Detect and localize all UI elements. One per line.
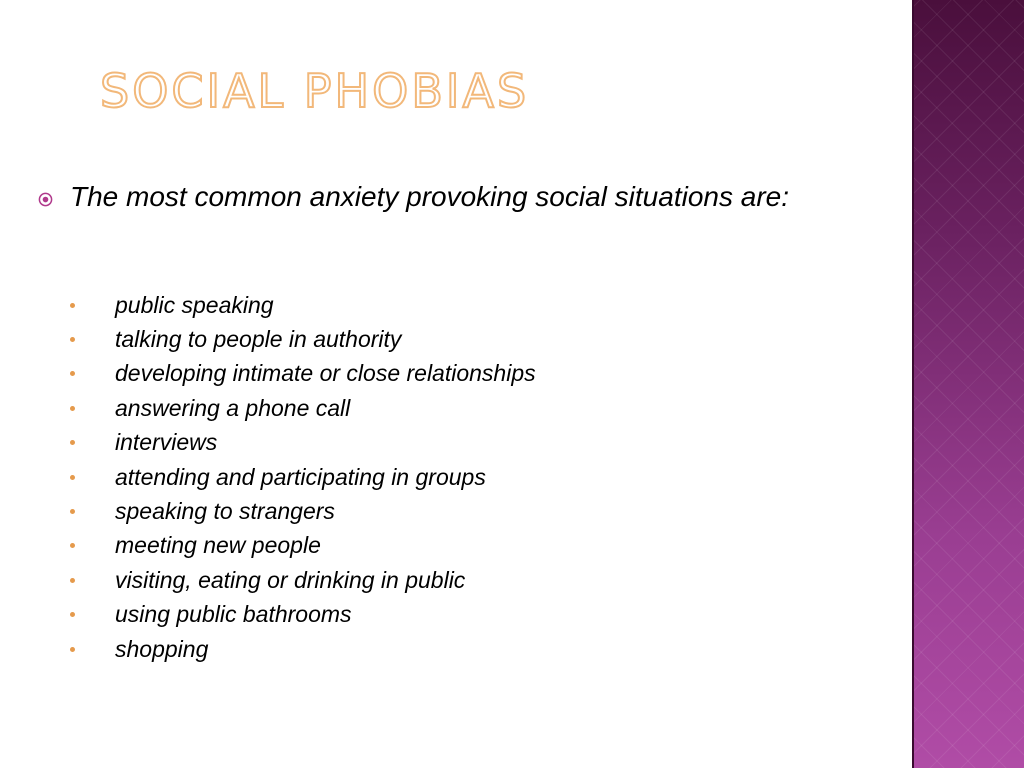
list-item-text: interviews	[115, 429, 218, 456]
circled-dot-bullet-icon	[38, 192, 53, 207]
slide-title: SOCIAL PHOBIAS	[100, 64, 530, 118]
main-point-text: The most common anxiety provoking social situations are:	[70, 181, 789, 212]
list-item-text: visiting, eating or drinking in public	[115, 566, 466, 593]
small-dot-bullet-icon	[70, 578, 75, 583]
decorative-side-band	[912, 0, 1024, 768]
list-item-text: meeting new people	[115, 532, 321, 559]
list-item	[70, 322, 536, 356]
small-dot-bullet-icon	[70, 371, 75, 376]
list-item	[70, 529, 536, 563]
list-item	[70, 494, 536, 528]
small-dot-bullet-icon	[70, 612, 75, 617]
list-item-text: shopping	[115, 635, 209, 662]
list-item-text: public speaking	[115, 291, 274, 318]
list-item-text: talking to people in authority	[115, 326, 402, 353]
list-item	[70, 288, 536, 322]
list-item	[70, 632, 536, 666]
list-item	[70, 460, 536, 494]
list-item-text: developing intimate or close relationships	[115, 360, 536, 387]
list-item	[70, 357, 536, 391]
list-item	[70, 426, 536, 460]
situations-list	[70, 288, 536, 666]
small-dot-bullet-icon	[70, 509, 75, 514]
small-dot-bullet-icon	[70, 303, 75, 308]
list-item	[70, 391, 536, 425]
small-dot-bullet-icon	[70, 475, 75, 480]
list-item-text: answering a phone call	[115, 394, 351, 421]
small-dot-bullet-icon	[70, 337, 75, 342]
list-item-text: attending and participating in groups	[115, 463, 486, 490]
list-item-text: speaking to strangers	[115, 498, 335, 525]
list-item	[70, 563, 536, 597]
small-dot-bullet-icon	[70, 647, 75, 652]
main-bullet-point	[38, 182, 888, 212]
list-item	[70, 598, 536, 632]
small-dot-bullet-icon	[70, 406, 75, 411]
small-dot-bullet-icon	[70, 440, 75, 445]
small-dot-bullet-icon	[70, 543, 75, 548]
side-band-edge	[912, 0, 914, 768]
list-item-text: using public bathrooms	[115, 601, 352, 628]
